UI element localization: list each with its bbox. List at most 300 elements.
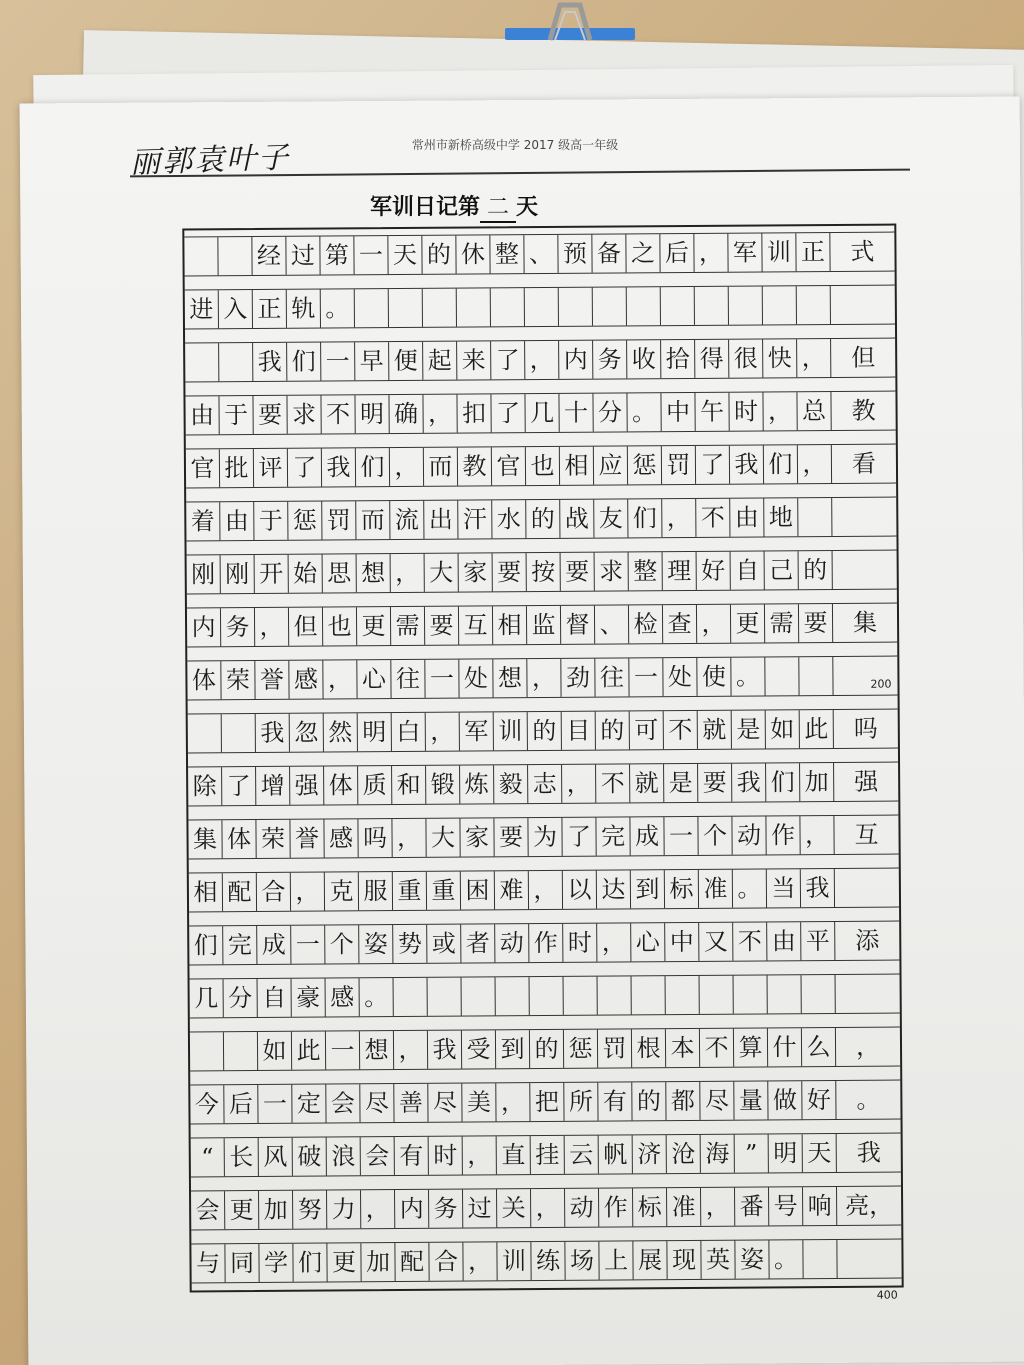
grid-cell: 中 — [661, 393, 695, 431]
grid-cell: 成 — [630, 817, 664, 855]
grid-cell: 可 — [630, 711, 664, 749]
grid-cell: 而 — [424, 448, 458, 486]
grid-cell: 挂 — [531, 1136, 565, 1174]
grid-cell: ， — [391, 554, 425, 592]
grid-cell: 。 — [321, 289, 355, 327]
grid-cell: 。 — [627, 393, 661, 431]
grid-cell: 我 — [256, 714, 290, 752]
grid-cell: 美 — [462, 1083, 496, 1121]
grid-cell: 有 — [598, 1082, 632, 1120]
grid-cell: 想 — [357, 554, 391, 592]
grid-cell: 的 — [528, 712, 562, 750]
grid-cell: ， — [529, 871, 563, 909]
grid-cell: 吗 — [853, 714, 878, 743]
grid-row — [186, 497, 896, 542]
grid-cell: 浪 — [327, 1137, 361, 1175]
grid-cell: 批 — [220, 449, 254, 487]
grid-cell: 会 — [326, 1084, 360, 1122]
grid-cell: 动 — [565, 1189, 599, 1227]
grid-cell: 更 — [327, 1243, 361, 1281]
grid-cell: 的 — [596, 711, 630, 749]
grid-cell: 使 — [697, 658, 731, 696]
grid-cell: 起 — [423, 342, 457, 380]
grid-cell: 互 — [854, 820, 879, 849]
grid-cell: 感 — [326, 978, 360, 1016]
grid-cell: 集 — [852, 608, 878, 637]
grid-cell: 确 — [389, 395, 423, 433]
grid-cell — [833, 551, 897, 589]
grid-cell: 困 — [461, 871, 495, 909]
grid-cell: “ — [191, 1138, 225, 1176]
grid-cell: 们 — [189, 926, 223, 964]
grid-cell: 姿 — [735, 1240, 769, 1278]
grid-cell: 督 — [561, 606, 595, 644]
grid-cell: 一 — [629, 658, 663, 696]
grid-cell: 想 — [493, 659, 527, 697]
grid-cell: 于 — [254, 502, 288, 540]
grid-cell: 心 — [631, 923, 665, 961]
grid-cell: 尽 — [428, 1084, 462, 1122]
grid-cell — [798, 498, 832, 536]
grid-cell — [803, 1240, 837, 1278]
grid-cell: 战 — [560, 500, 594, 538]
diary-title — [370, 190, 538, 223]
grid-cell: 检 — [629, 605, 663, 643]
grid-cell: 我 — [856, 1138, 881, 1167]
grid-cell: ， — [255, 608, 289, 646]
grid-row — [191, 1186, 901, 1231]
grid-cell: 加 — [800, 763, 834, 801]
grid-cell: 大 — [426, 819, 460, 857]
grid-cell: 务 — [429, 1190, 463, 1228]
grid-cell — [188, 714, 222, 752]
grid-cell: 志 — [528, 765, 562, 803]
grid-cell: 分 — [593, 393, 627, 431]
grid-cell: 的 — [422, 236, 456, 274]
grid-cell: 时 — [729, 392, 763, 430]
grid-cell: 此 — [292, 1032, 326, 1070]
grid-cell: 己 — [765, 551, 799, 589]
grid-cell: 的 — [526, 500, 560, 538]
grid-cell: 教 — [458, 447, 492, 485]
grid-cell: 吗 — [358, 819, 392, 857]
grid-cell: 不 — [733, 922, 767, 960]
grid-cell: 由 — [185, 396, 219, 434]
grid-cell: 力 — [327, 1190, 361, 1228]
grid-cell: 了 — [491, 341, 525, 379]
grid-cell: 自 — [731, 551, 765, 589]
grid-cell: 评 — [254, 449, 288, 487]
grid-cell — [593, 287, 627, 325]
grid-cell — [224, 1032, 258, 1070]
grid-cell: 达 — [597, 870, 631, 908]
grid-cell — [462, 977, 496, 1015]
grid-row — [190, 1080, 900, 1125]
grid-cell: 开 — [255, 555, 289, 593]
grid-cell: 想 — [360, 1031, 394, 1069]
grid-cell: 海 — [701, 1135, 735, 1173]
grid-cell: 把 — [530, 1083, 564, 1121]
grid-cell: 天 — [388, 236, 422, 274]
grid-cell — [802, 975, 836, 1013]
grid-cell: 沧 — [667, 1135, 701, 1173]
grid-cell: 相 — [493, 606, 527, 644]
grid-cell: ， — [694, 234, 728, 272]
grid-row — [185, 285, 895, 330]
grid-cell: 是 — [732, 710, 766, 748]
grid-cell: 汗 — [458, 500, 492, 538]
grid-cell: 我 — [253, 343, 287, 381]
grid-cell: 们 — [766, 763, 800, 801]
grid-cell: 罚 — [322, 501, 356, 539]
title-day: 二 — [480, 190, 516, 223]
grid-cell: 算 — [734, 1028, 768, 1066]
grid-cell: 配 — [395, 1243, 429, 1281]
grid-cell: 质 — [358, 766, 392, 804]
handwritten-name: 丽郭袁叶子 — [129, 140, 291, 181]
grid-cell: 帆 — [599, 1135, 633, 1173]
grid-cell: ， — [390, 448, 424, 486]
grid-row — [189, 921, 899, 966]
grid-cell — [423, 289, 457, 327]
grid-cell: 教 — [851, 396, 876, 425]
grid-cell: 军 — [728, 233, 762, 271]
grid-cell: 后 — [660, 234, 694, 272]
grid-cell — [530, 977, 564, 1015]
title-suffix: 天 — [516, 195, 539, 220]
grid-cell: 到 — [631, 870, 665, 908]
grid-cell: 体 — [324, 766, 358, 804]
grid-cell: 午 — [695, 393, 729, 431]
grid-cell: 而 — [356, 501, 390, 539]
grid-cell: 但 — [851, 343, 876, 372]
grid-row — [185, 391, 895, 436]
grid-cell: 增 — [256, 767, 290, 805]
grid-cell — [218, 237, 252, 275]
grid-cell: 家 — [459, 553, 493, 591]
grid-cell — [799, 657, 833, 695]
grid-cell — [457, 288, 491, 326]
grid-cell: 训 — [497, 1242, 531, 1280]
grid-cell: 受 — [462, 1030, 496, 1068]
grid-cell: 个 — [325, 925, 359, 963]
grid-cell: 会 — [361, 1137, 395, 1175]
grid-cell: 我 — [730, 445, 764, 483]
grid-cell: 的 — [530, 1030, 564, 1068]
grid-cell — [627, 287, 661, 325]
grid-cell: 求 — [287, 396, 321, 434]
grid-cell: 根 — [632, 1029, 666, 1067]
grid-cell: 目 — [562, 712, 596, 750]
grid-cell: 了 — [562, 818, 596, 856]
grid-cell — [428, 978, 462, 1016]
grid-cell: 罚 — [598, 1029, 632, 1067]
grid-cell: 本 — [666, 1029, 700, 1067]
grid-cell: 了 — [288, 449, 322, 487]
grid-cell: 就 — [698, 711, 732, 749]
grid-cell — [559, 288, 593, 326]
grid-cell: 不 — [700, 1029, 734, 1067]
grid-cell: 做 — [768, 1081, 802, 1119]
word-count-marker-400: 400 — [876, 1288, 898, 1302]
grid-cell: 准 — [667, 1188, 701, 1226]
grid-cell — [768, 975, 802, 1013]
grid-cell: 强 — [290, 767, 324, 805]
grid-cell: 需 — [765, 604, 799, 642]
grid-row — [190, 974, 900, 1019]
grid-cell: 忽 — [290, 714, 324, 752]
grid-cell: 除 — [188, 767, 222, 805]
grid-cell: 过 — [286, 237, 320, 275]
grid-cell: 强 — [854, 767, 879, 796]
grid-cell: 惩 — [288, 502, 322, 540]
grid-cell: 现 — [667, 1241, 701, 1279]
grid-cell: 处 — [459, 659, 493, 697]
grid-cell — [832, 498, 896, 536]
grid-cell — [598, 976, 632, 1014]
grid-cell: 看 — [851, 449, 877, 478]
grid-cell — [734, 975, 768, 1013]
grid-cell: 得 — [695, 340, 729, 378]
grid-cell: 惩 — [564, 1030, 598, 1068]
grid-cell: 英 — [701, 1241, 735, 1279]
grid-cell: ， — [797, 339, 831, 377]
grid-cell: 完 — [223, 926, 257, 964]
grid-cell: 刚 — [187, 555, 221, 593]
grid-cell: 一 — [354, 236, 388, 274]
grid-cell: ， — [527, 659, 561, 697]
grid-cell: 配 — [223, 873, 257, 911]
grid-cell: 明 — [769, 1134, 803, 1172]
grid-cell: 劲 — [561, 659, 595, 697]
grid-cell — [394, 978, 428, 1016]
grid-cell: 了 — [696, 446, 730, 484]
grid-row — [191, 1239, 901, 1284]
grid-cell: 一 — [664, 817, 698, 855]
grid-row — [185, 338, 895, 383]
grid-cell: 加 — [259, 1191, 293, 1229]
grid-cell: 们 — [356, 448, 390, 486]
grid-cell: 刚 — [221, 555, 255, 593]
grid-cell: 集 — [188, 820, 222, 858]
grid-cell: 我 — [428, 1031, 462, 1069]
grid-cell: 不 — [596, 764, 630, 802]
grid-cell: 或 — [427, 925, 461, 963]
grid-cell: 扣 — [457, 394, 491, 432]
grid-cell: 。 — [360, 978, 394, 1016]
grid-cell: 什 — [768, 1028, 802, 1066]
grid-cell: 白 — [392, 713, 426, 751]
grid-cell: 体 — [187, 661, 221, 699]
grid-cell — [190, 1032, 224, 1070]
grid-row — [189, 868, 899, 913]
grid-cell: 誉 — [290, 820, 324, 858]
grid-cell: 思 — [323, 554, 357, 592]
grid-cell: 努 — [293, 1191, 327, 1229]
grid-cell: 有 — [395, 1137, 429, 1175]
grid-cell: ， — [426, 713, 460, 751]
grid-cell: 炼 — [460, 765, 494, 803]
grid-cell: 亮， — [845, 1191, 894, 1220]
grid-cell: 响 — [803, 1187, 837, 1225]
grid-cell: 长 — [225, 1138, 259, 1176]
grid-cell: 流 — [390, 501, 424, 539]
grid-cell: ， — [394, 1031, 428, 1069]
grid-cell: 练 — [531, 1242, 565, 1280]
grid-cell: 定 — [292, 1085, 326, 1123]
grid-cell: 友 — [594, 499, 628, 537]
grid-cell — [661, 287, 695, 325]
grid-cell: 我 — [732, 763, 766, 801]
grid-cell: ， — [463, 1136, 497, 1174]
grid-cell: 第 — [320, 236, 354, 274]
grid-row — [184, 232, 894, 277]
school-header: 常州市新桥高级中学 2017 级高一年级 — [411, 138, 619, 152]
grid-cell: 今 — [190, 1085, 224, 1123]
grid-cell: 一 — [326, 1031, 360, 1069]
grid-cell: ， — [463, 1242, 497, 1280]
grid-cell: 重 — [393, 872, 427, 910]
grid-cell: 往 — [595, 658, 629, 696]
grid-cell: 应 — [594, 446, 628, 484]
grid-cell — [765, 657, 799, 695]
grid-cell: 官 — [186, 449, 220, 487]
grid-cell: 、 — [524, 235, 558, 273]
grid-cell: 时 — [563, 924, 597, 962]
grid-cell: 就 — [630, 764, 664, 802]
grid-cell: 毅 — [494, 765, 528, 803]
grid-cell: 由 — [730, 498, 764, 536]
grid-cell: 要 — [253, 396, 287, 434]
grid-cell: ， — [701, 1188, 735, 1226]
grid-cell: 整 — [629, 552, 663, 590]
grid-cell: 如 — [258, 1032, 292, 1070]
grid-cell: 了 — [491, 394, 525, 432]
grid-cell: 学 — [259, 1244, 293, 1282]
grid-cell: 务 — [593, 340, 627, 378]
grid-cell: 上 — [599, 1241, 633, 1279]
grid-cell: ， — [291, 873, 325, 911]
grid-cell: 展 — [633, 1241, 667, 1279]
grid-cell: 十 — [559, 394, 593, 432]
grid-row — [190, 1027, 900, 1072]
grid-cell: 风 — [259, 1138, 293, 1176]
grid-cell — [185, 343, 219, 381]
grid-cell — [666, 976, 700, 1014]
grid-cell: 经 — [252, 237, 286, 275]
grid-cell: 尽 — [700, 1082, 734, 1120]
grid-cell: 天 — [803, 1134, 837, 1172]
grid-cell: ， — [855, 1032, 881, 1061]
grid-cell: 训 — [494, 712, 528, 750]
grid-cell: 家 — [460, 818, 494, 856]
grid-cell: 处 — [663, 658, 697, 696]
grid-cell: 出 — [424, 501, 458, 539]
grid-cell: 。 — [731, 657, 765, 695]
grid-cell — [729, 286, 763, 324]
grid-cell: 作 — [529, 924, 563, 962]
grid-cell: 要 — [493, 553, 527, 591]
grid-cell: 合 — [257, 873, 291, 911]
grid-cell: 者 — [461, 924, 495, 962]
grid-cell: 如 — [766, 710, 800, 748]
grid-cell: 早 — [355, 342, 389, 380]
grid-cell: 难 — [495, 871, 529, 909]
grid-cell: 好 — [802, 1081, 836, 1119]
grid-cell: 锻 — [426, 766, 460, 804]
grid-cell: 感 — [324, 819, 358, 857]
title-prefix: 军训日记第 — [370, 195, 481, 220]
grid-cell: 大 — [425, 554, 459, 592]
grid-cell: 不 — [696, 499, 730, 537]
grid-cell: 备 — [592, 234, 626, 272]
grid-row — [188, 762, 898, 807]
grid-cell: 着 — [186, 502, 220, 540]
grid-cell — [837, 1240, 901, 1278]
grid-cell: 动 — [732, 816, 766, 854]
grid-cell: 关 — [497, 1189, 531, 1227]
grid-cell: 后 — [224, 1085, 258, 1123]
grid-cell: 势 — [393, 925, 427, 963]
grid-cell: 入 — [219, 290, 253, 328]
grid-cell: ， — [525, 341, 559, 379]
grid-cell: ” — [735, 1134, 769, 1172]
grid-cell — [831, 286, 895, 324]
grid-cell — [525, 288, 559, 326]
grid-cell: ， — [361, 1190, 395, 1228]
grid-cell: 监 — [527, 606, 561, 644]
grid-cell — [219, 343, 253, 381]
grid-cell: 罚 — [662, 446, 696, 484]
grid-cell: 与 — [191, 1244, 225, 1282]
grid-cell: 式 — [850, 237, 875, 266]
grid-cell: ， — [697, 605, 731, 643]
grid-cell — [632, 976, 666, 1014]
grid-cell: 轨 — [287, 290, 321, 328]
grid-cell — [797, 286, 831, 324]
grid-cell — [184, 237, 218, 275]
grid-cell: 、 — [595, 605, 629, 643]
grid-cell: 几 — [190, 979, 224, 1017]
grid-cell: 便 — [389, 342, 423, 380]
grid-cell: 分 — [224, 979, 258, 1017]
grid-cell: ， — [800, 816, 834, 854]
grid-cell: 誉 — [255, 661, 289, 699]
grid-cell: 一 — [321, 342, 355, 380]
grid-cell: 是 — [664, 764, 698, 802]
grid-cell: 拾 — [661, 340, 695, 378]
grid-cell: 地 — [764, 498, 798, 536]
grid-cell: 军 — [460, 712, 494, 750]
grid-cell: 过 — [463, 1189, 497, 1227]
grid-cell: 不 — [321, 395, 355, 433]
grid-cell: 我 — [322, 448, 356, 486]
grid-cell: 为 — [528, 818, 562, 856]
grid-cell: 场 — [565, 1242, 599, 1280]
grid-cell: 来 — [457, 341, 491, 379]
grid-cell: 之 — [626, 234, 660, 272]
grid-cell: 但 — [289, 608, 323, 646]
grid-cell — [833, 657, 897, 695]
grid-cell: 明 — [355, 395, 389, 433]
grid-cell — [222, 714, 256, 752]
grid-cell: 。 — [733, 869, 767, 907]
grid-cell: 要 — [799, 604, 833, 642]
grid-cell: 查 — [663, 605, 697, 643]
grid-cell: 更 — [731, 604, 765, 642]
grid-cell: 标 — [665, 870, 699, 908]
grid-cell: 快 — [763, 339, 797, 377]
